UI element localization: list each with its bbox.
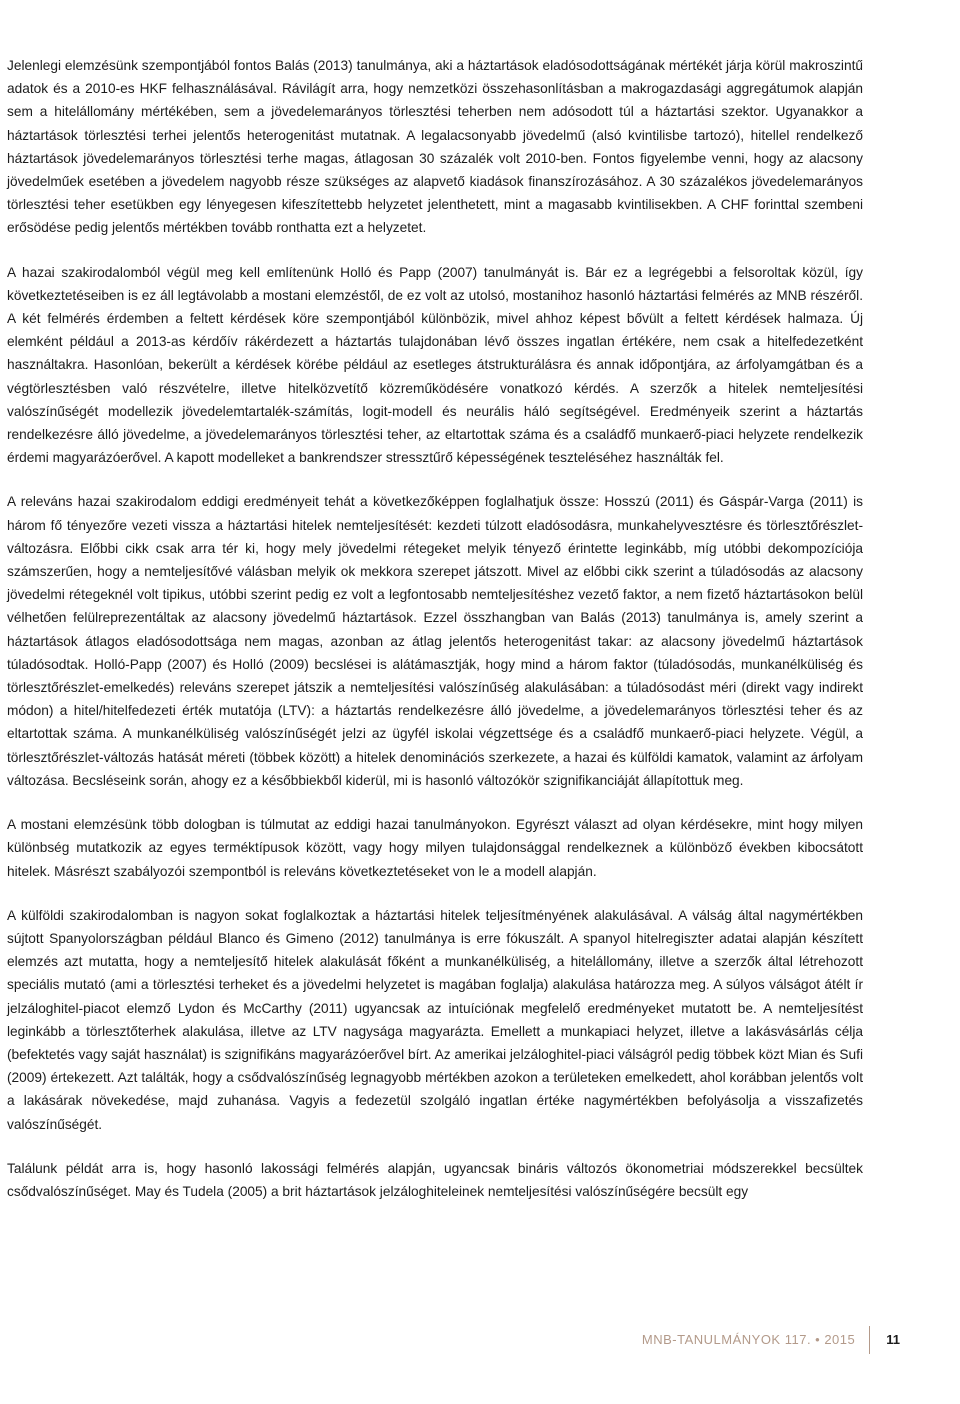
paragraph-3: A releváns hazai szakirodalom eddigi eredményeit tehát a következőképpen foglalhatjuk össze: Hosszú (2011) és Gáspár-Varga (2011) is három fő tényezőre vezeti vissza a háztartási hitelek nemteljesítését: kezdeti túlzott eladósodásra, munkahelyvesztésre és törlesztőrészlet-változásra. Előbbi cikk csak arra tér ki, hogy mely jövedelmi rétegeket melyik tényező érintette leginkább, míg utóbbi dekompozíciója számszerűen, hogy a nemteljesítővé válásban melyik ok mekkora szerepet játszott. Mivel az előbbi cikk szerint a túladósodás az alacsony jövedelmi rétegeknél volt tipikus, utóbbi szerint pedig ez volt a legfontosabb nemteljesítéshez vezető faktor, a nem fizető háztartásokon belül vélhetően felülreprezentáltak az alacsony jövedelmű háztartások. Ezzel összhangban van Balás (2013) tanulmánya is, amely szerint a háztartások átlagos eladósodottsága nem magas, azonban az átlag jelentős heterogenitást takar: az alacsony jövedelmű háztartások túladósodtak. Holló-Papp (2007) és Holló (2009) becslései is alátámasztják, hogy mind a három faktor (túladósodás, munkanélküliség és törlesztőrészlet-emelkedés) releváns szerepet játszik a nemteljesítési valószínűség alakulásában: a túladósodást méri (direkt vagy indirekt módon) a hitel/hitelfedezeti érték mutatója (LTV): a háztartás rendelkezésre álló jövedelme, a jövedelemarányos törlesztési teher és az eltartottak száma. A munkanélküliség valószínűségét jelzi az ügyfél iskolai végzettsége és a családfő munkaerő-piaci helyzete. Végül, a törlesztőrészlet-változás hatását méreti (többek között) a hitelek denominációs szerkezete, a hazai és külföldi kamatok, valamint az árfolyam változása. Becsléseink során, ahogy ez a későbbiekből kiderül, mi is hasonló változókör szignifikanciáját állapítottuk meg.: [7, 494, 863, 788]
paragraph-6: Találunk példát arra is, hogy hasonló lakossági felmérés alapján, ugyancsak bináris változós ökonometriai módszerekkel becsültek csődvalószínűséget. May és Tudela (2005) a brit háztartások jelzáloghiteleinek nemteljesítési valószínűségére becsült egy: [7, 1160, 863, 1199]
paragraph-5: A külföldi szakirodalomban is nagyon sokat foglalkoztak a háztartási hitelek teljesítményének alakulásával. A válság által nagymértékben sújtott Spanyolországban például Blanco és Gimeno (2012) tanulmánya is erre fókuszált. A spanyol hitelregiszter adatai alapján készített elemzés azt mutatta, hogy a nemteljesítő hitelek alakulását főként a munkanélküliség, a hitelállomány, illetve a szerzők által létrehozott speciális mutató (ami a törlesztési terheket és a jövedelmi helyzetet is magában foglalja) alakulása határozza meg. A súlyos válságot átélt ír jelzáloghitel-piacot elemző Lydon és McCarthy (2011) ugyancsak az intuíciónak megfelelő eredményeket mutatott be. A nemteljesítést leginkább a törlesztőterhek alakulása, illetve az LTV nagysága magyarázta. Emellett a munkapiaci helyzet, illetve a lakásvásárlás célja (befektetés vagy saját használat) is szignifikáns magyarázóerővel bírt. Az amerikai jelzáloghitel-piaci válságról pedig többek közt Mian és Sufi (2009) értekezett. Azt találták, hogy a csődvalószínűség legnagyobb mértékben azokon a területeken emelkedett, ahol korábban jelentős volt a lakásárak növekedése, majd zuhanása. Vagyis a fedezetül szolgáló ingatlan értéke nagymértékben befolyásolja a visszafizetés valószínűségét.: [7, 907, 863, 1132]
page-number: 11: [886, 1332, 900, 1347]
page-footer: [0, 1326, 900, 1354]
publication-title: MNB-TANULMÁNYOK 117. • 2015: [641, 1332, 856, 1347]
paragraph-1: Jelenlegi elemzésünk szempontjából fontos Balás (2013) tanulmánya, aki a háztartások eladósodottságának mértékét járja körül makroszintű adatok és a 2010-es HKF felhasználásával. Rávilágít arra, hogy nemzetközi összehasonlításban a makrogazdasági aggregátumok alapján sem a hitelállomány mértékében, sem a jövedelemarányos törlesztési teherben nem adósodott túl a háztartási szektor. Ugyanakkor a háztartások törlesztési terhei jelentős heterogenitást mutatnak. A legalacsonyabb jövedelmű (alsó kvintilisbe tartozó), hitellel rendelkező háztartások jövedelemarányos törlesztési terhe magas, átlagosan 30 százalék volt 2010-ben. Fontos figyelembe venni, hogy az alacsony jövedelműek esetében a jövedelem nagyobb része szükséges az alapvető kiadások finanszírozásához. A 30 százalékos jövedelemarányos törlesztési teher esetükben egy lényegesen kifeszítettebb helyzetet jelenthetett, mint a magasabb kvintilisekben. A CHF forinttal szembeni erősödése pedig jelentős mértékben tovább ronthatta ezt a helyzetet.: [7, 58, 863, 236]
article-body: [7, 54, 863, 1224]
paragraph-4: A mostani elemzésünk több dologban is túlmutat az eddigi hazai tanulmányokon. Egyrészt választ ad olyan kérdésekre, mint hogy milyen különbség mutatkozik az egyes terméktípusok között, vagy hogy milyen tulajdonsággal rendelkeznek a különböző években kibocsátott hitelek. Másrészt szabályozói szempontból is releváns következtetéseket von le a modell alapján.: [7, 817, 863, 879]
paragraph-2: A hazai szakirodalomból végül meg kell említenünk Holló és Papp (2007) tanulmányát is. Bár ez a legrégebbi a felsoroltak közül, így következtetéseiben is ez áll legtávolabb a mostani elemzéstől, de ez volt az utolsó, mostanihoz hasonló háztartási felmérés az MNB részéről. A két felmérés érdemben a feltett kérdések köre szempontjából különbözik, mivel ahhoz képest bővült a feltett kérdések halmaza. Új elemként például a 2013-as kérdőív rákérdezett a háztartás tulajdonában lévő összes ingatlan értékére, nem csak a hitelfedezetként használtakra. Hasonlóan, bekerült a kérdések körébe például az esetleges átstrukturálásra és annak időpontjára, az árfolyamgátban és a végtörlesztésben való részvételre, illetve hitelközvetítő közreműködésére vonatkozó kérdés. A szerzők a hitelek nemteljesítési valószínűségét modellezik jövedelemtartalék-számítás, logit-modell és neurális háló segítségével. Eredményeik szerint a háztartás rendelkezésre álló jövedelme, a jövedelemarányos törlesztési teher, az eltartottak száma és a családfő munkaerő-piaci helyzete rendelkezik érdemi magyarázóerővel. A kapott modelleket a bankrendszer stressztűrő képességének teszteléséhez használták fel.: [7, 264, 863, 466]
